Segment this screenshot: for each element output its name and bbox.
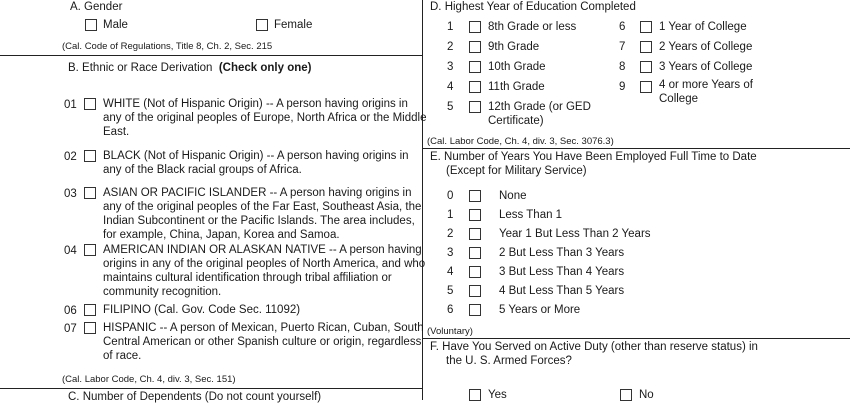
ethnic-citation: (Cal. Labor Code, Ch. 4, div. 3, Sec. 151) — [62, 374, 236, 385]
ethnic-checkbox-06[interactable] — [84, 304, 96, 316]
edu-label-3: 10th Grade — [488, 61, 546, 73]
edu-label-5: 12th Grade (or GED — [488, 101, 591, 113]
edu-checkbox-1[interactable] — [469, 21, 481, 33]
emp-checkbox-5[interactable] — [469, 285, 481, 297]
female-checkbox[interactable] — [256, 19, 268, 31]
edu-checkbox-3[interactable] — [469, 61, 481, 73]
ethnic-title-text: B. Ethnic or Race Derivation — [68, 62, 213, 74]
ethnic-option-03-line2: any of the original peoples of the Far East, Southeast Asia, the — [103, 201, 422, 213]
gender-title: A. Gender — [70, 1, 123, 13]
ethnic-option-03-line1: ASIAN OR PACIFIC ISLANDER -- A person having origins in — [103, 187, 412, 199]
emp-checkbox-3[interactable] — [469, 247, 481, 259]
ethnic-checkbox-03[interactable] — [84, 187, 96, 199]
military-title: F. Have You Served on Active Duty (other than reserve status) in — [430, 341, 758, 353]
emp-label-0: None — [499, 190, 527, 202]
ethnic-option-03-line4: for example, China, Japan, Korea and Samoa. — [103, 229, 340, 241]
emp-checkbox-2[interactable] — [469, 228, 481, 240]
edu-checkbox-8[interactable] — [640, 61, 652, 73]
gender-citation: (Cal. Code of Regulations, Title 8, Ch. 2, Sec. 215 — [62, 41, 273, 52]
education-title: D. Highest Year of Education Completed — [430, 1, 636, 13]
divider-gender — [0, 55, 423, 56]
emp-label-1: Less Than 1 — [499, 209, 563, 221]
edu-checkbox-7[interactable] — [640, 41, 652, 53]
ethnic-option-04-line3: maintains cultural identification through tribal affiliation or — [103, 272, 392, 284]
ethnic-checkbox-07[interactable] — [84, 322, 96, 334]
ethnic-code-06: 06 — [64, 305, 77, 317]
ethnic-code-02: 02 — [64, 151, 77, 163]
emp-num-6: 6 — [447, 304, 454, 316]
edu-checkbox-9[interactable] — [640, 81, 652, 93]
edu-label-2: 9th Grade — [488, 41, 540, 53]
emp-checkbox-0[interactable] — [469, 190, 481, 202]
dependents-title: C. Number of Dependents (Do not count yourself) — [68, 391, 322, 403]
employment-title: E. Number of Years You Have Been Employed Full Time to Date — [430, 151, 757, 163]
edu-label-1: 8th Grade or less — [488, 21, 577, 33]
ethnic-code-04: 04 — [64, 245, 77, 257]
ethnic-option-02-line2: any of the Black racial groups of Africa. — [103, 164, 302, 176]
ethnic-option-04-line2: origins in any of the original peoples of North America, and who — [103, 258, 426, 270]
edu-num-2: 2 — [447, 41, 454, 53]
edu-num-1: 1 — [447, 21, 454, 33]
emp-label-5: 4 But Less Than 5 Years — [499, 285, 625, 297]
male-checkbox[interactable] — [85, 19, 97, 31]
ethnic-title — [68, 61, 312, 75]
edu-label-9-line2: College — [659, 93, 698, 105]
ethnic-checkbox-02[interactable] — [84, 150, 96, 162]
emp-num-5: 5 — [447, 285, 454, 297]
divider-education — [423, 148, 850, 149]
ethnic-option-07-line2: Central American or other Spanish culture or origin, regardless — [103, 336, 422, 348]
edu-num-6: 6 — [619, 21, 626, 33]
emp-checkbox-6[interactable] — [469, 304, 481, 316]
ethnic-option-01-line1: WHITE (Not of Hispanic Origin) -- A person having origins in — [103, 98, 408, 110]
emp-label-4: 3 But Less Than 4 Years — [499, 266, 625, 278]
military-no-label: No — [639, 389, 654, 401]
ethnic-option-07-line3: of race. — [103, 350, 142, 362]
edu-label-6: 1 Year of College — [659, 21, 747, 33]
edu-label-9: 4 or more Years of — [659, 79, 753, 91]
edu-checkbox-6[interactable] — [640, 21, 652, 33]
edu-num-4: 4 — [447, 81, 454, 93]
female-label: Female — [274, 19, 313, 31]
edu-checkbox-4[interactable] — [469, 81, 481, 93]
emp-num-3: 3 — [447, 247, 454, 259]
military-no-checkbox[interactable] — [620, 389, 632, 401]
edu-label-5-line2: Certificate) — [488, 115, 544, 127]
edu-label-4: 11th Grade — [488, 81, 545, 93]
ethnic-checkbox-01[interactable] — [84, 98, 96, 110]
divider-ethnic — [0, 388, 423, 389]
military-title-line2: the U. S. Armed Forces? — [446, 355, 572, 367]
emp-label-6: 5 Years or More — [499, 304, 581, 316]
ethnic-checkbox-04[interactable] — [84, 244, 96, 256]
emp-checkbox-1[interactable] — [469, 209, 481, 221]
ethnic-option-02-line1: BLACK (Not of Hispanic Origin) -- A person having origins in — [103, 150, 409, 162]
ethnic-option-01-line2: any of the original peoples of Europe, North Africa or the Middle — [103, 112, 427, 124]
emp-label-3: 2 But Less Than 3 Years — [499, 247, 625, 259]
emp-num-2: 2 — [447, 228, 454, 240]
edu-checkbox-5[interactable] — [469, 101, 481, 113]
edu-num-7: 7 — [619, 41, 626, 53]
ethnic-code-07: 07 — [64, 323, 77, 335]
edu-num-5: 5 — [447, 101, 454, 113]
emp-num-1: 1 — [447, 209, 454, 221]
column-divider — [422, 0, 423, 400]
edu-num-8: 8 — [619, 61, 626, 73]
emp-label-2: Year 1 But Less Than 2 Years — [499, 228, 651, 240]
ethnic-option-04-line1: AMERICAN INDIAN OR ALASKAN NATIVE -- A person having — [103, 244, 422, 256]
ethnic-option-01-line3: East. — [103, 126, 130, 138]
edu-num-9: 9 — [619, 81, 626, 93]
military-yes-checkbox[interactable] — [469, 389, 481, 401]
ethnic-instruction: (Check only one) — [218, 62, 312, 74]
edu-checkbox-2[interactable] — [469, 41, 481, 53]
male-label: Male — [103, 19, 128, 31]
divider-employment — [423, 338, 850, 339]
emp-checkbox-4[interactable] — [469, 266, 481, 278]
ethnic-code-03: 03 — [64, 188, 77, 200]
education-citation: (Cal. Labor Code, Ch. 4, div. 3, Sec. 3076.3) — [427, 136, 614, 147]
edu-num-3: 3 — [447, 61, 454, 73]
ethnic-option-06-line1: FILIPINO (Cal. Gov. Code Sec. 11092) — [103, 304, 301, 316]
edu-label-8: 3 Years of College — [659, 61, 753, 73]
ethnic-option-03-line3: Indian Subcontinent or the Pacific Islands. The area includes, — [103, 215, 415, 227]
emp-num-4: 4 — [447, 266, 454, 278]
employment-subtitle: (Except for Military Service) — [446, 165, 587, 177]
emp-num-0: 0 — [447, 190, 454, 202]
edu-label-7: 2 Years of College — [659, 41, 753, 53]
military-yes-label: Yes — [488, 389, 507, 401]
ethnic-option-04-line4: community recognition. — [103, 286, 222, 298]
ethnic-code-01: 01 — [64, 99, 77, 111]
ethnic-option-07-line1: HISPANIC -- A person of Mexican, Puerto Rican, Cuban, South — [103, 322, 424, 334]
employment-note: (Voluntary) — [427, 326, 473, 337]
